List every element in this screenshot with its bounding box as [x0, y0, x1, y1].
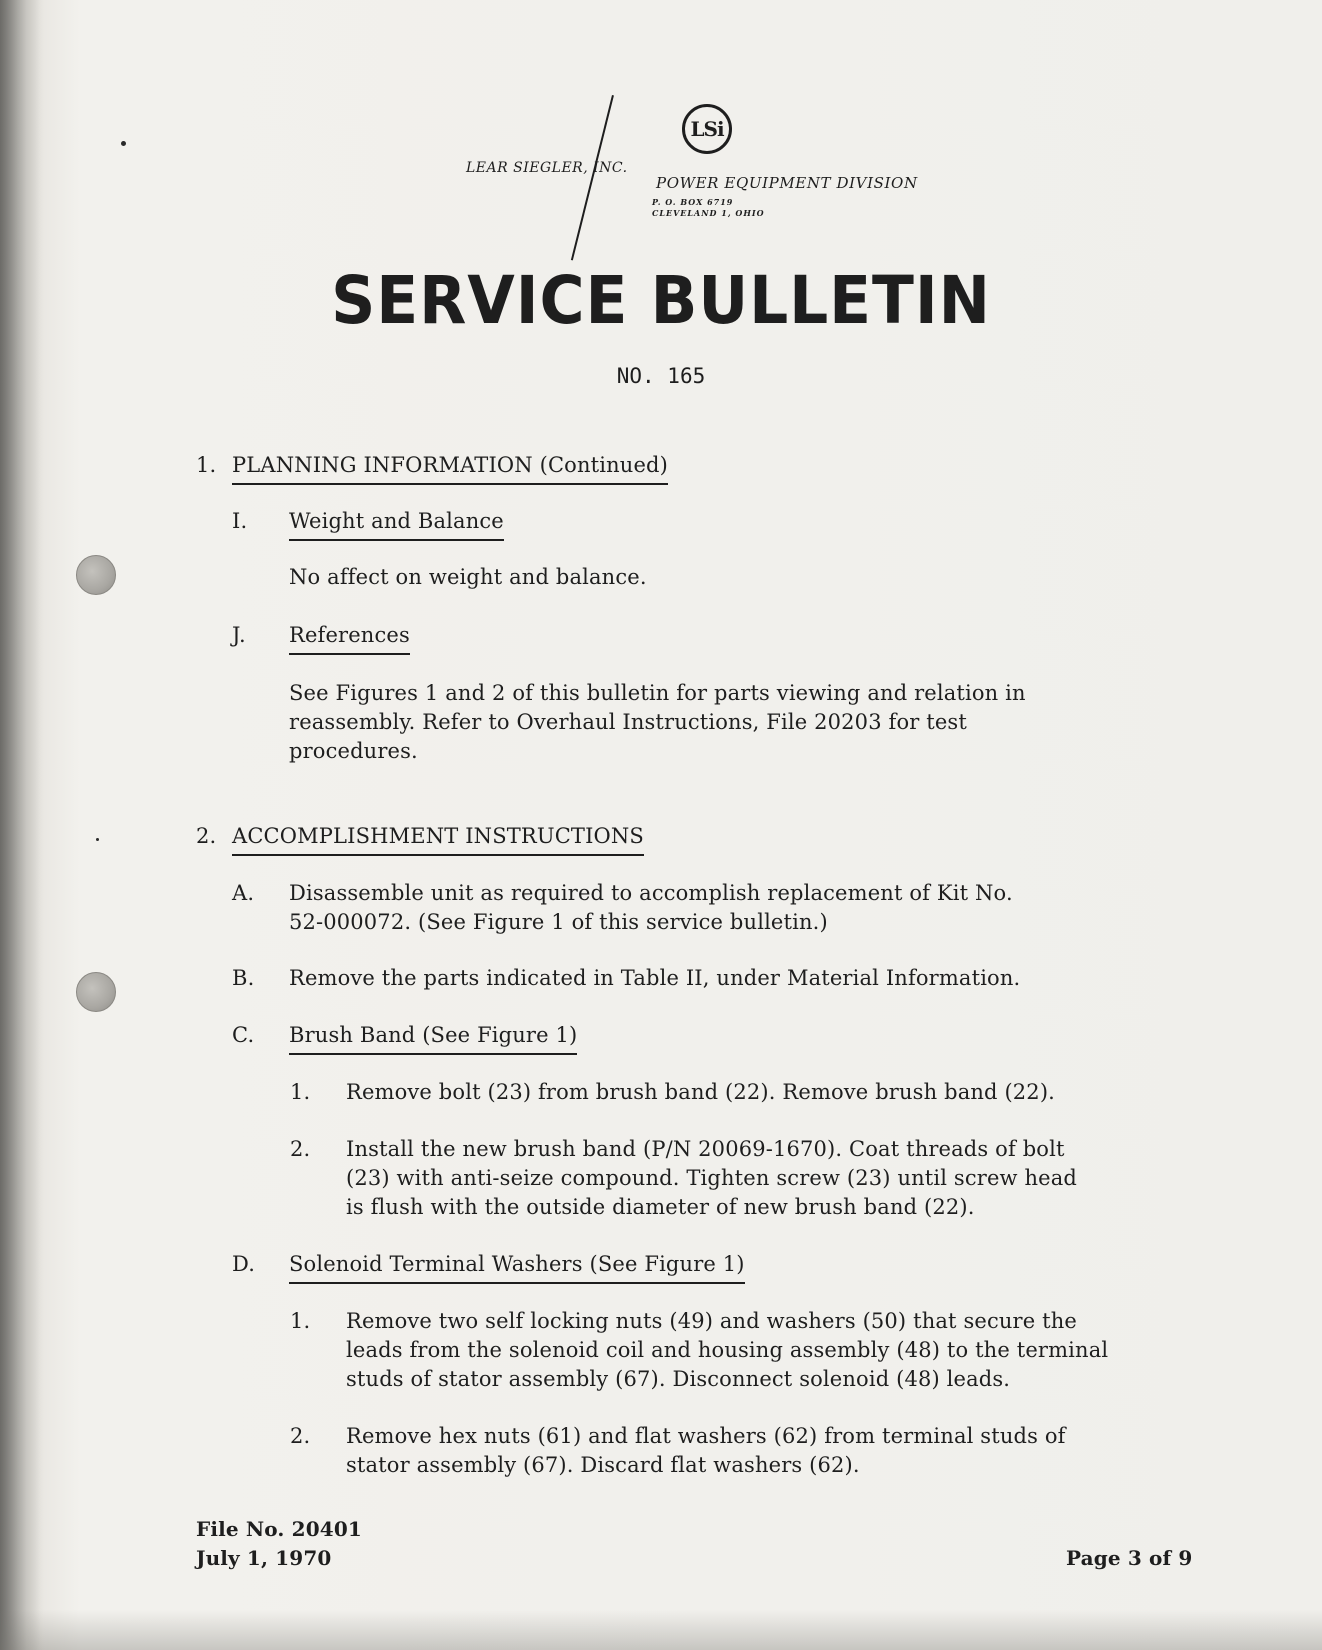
step-number: 2.	[290, 1137, 311, 1161]
item-text: reassembly. Refer to Overhaul Instructions, File 20203 for test	[289, 710, 967, 734]
item-letter: I.	[232, 509, 248, 533]
issue-date: July 1, 1970	[196, 1546, 332, 1570]
item-heading: Brush Band (See Figure 1)	[289, 1021, 577, 1055]
page-title: SERVICE BULLETIN	[331, 262, 991, 339]
item-text: 52-000072. (See Figure 1 of this service bulletin.)	[289, 910, 828, 934]
step-text: is flush with the outside diameter of new brush band (22).	[346, 1195, 975, 1219]
step-number: 1.	[290, 1080, 311, 1104]
item-heading: Weight and Balance	[289, 507, 504, 541]
ink-speck	[121, 141, 126, 146]
letterhead-divider	[571, 95, 614, 260]
ink-speck	[96, 838, 99, 841]
section-number: 2.	[196, 824, 217, 848]
binding-edge-shadow	[0, 0, 44, 1650]
item-heading: References	[289, 621, 410, 655]
step-text: Remove hex nuts (61) and flat washers (62) from terminal studs of	[346, 1424, 1066, 1448]
section-number: 1.	[196, 453, 217, 477]
section-heading: ACCOMPLISHMENT INSTRUCTIONS	[232, 822, 644, 856]
item-letter: B.	[232, 966, 255, 990]
company-logo	[682, 104, 732, 154]
step-text: (23) with anti-seize compound. Tighten screw (23) until screw head	[346, 1166, 1078, 1190]
step-text: Remove two self locking nuts (49) and washers (50) that secure the	[346, 1309, 1077, 1333]
step-number: 2.	[290, 1424, 311, 1448]
address-line: CLEVELAND 1, OHIO	[652, 208, 765, 218]
step-text: leads from the solenoid coil and housing assembly (48) to the terminal	[346, 1338, 1109, 1362]
step-text: stator assembly (67). Discard flat washers (62).	[346, 1453, 860, 1477]
logo-text: LSi	[690, 117, 724, 141]
company-name: LEAR SIEGLER, INC.	[466, 160, 628, 176]
item-text: Disassemble unit as required to accomplish replacement of Kit No.	[289, 881, 1013, 905]
item-heading: Solenoid Terminal Washers (See Figure 1)	[289, 1250, 745, 1284]
address-line: P. O. BOX 6719	[652, 197, 734, 207]
step-number: 1.	[290, 1309, 311, 1333]
step-text: studs of stator assembly (67). Disconnect solenoid (48) leads.	[346, 1367, 1011, 1391]
item-letter: D.	[232, 1252, 256, 1276]
bottom-edge-shadow	[0, 1610, 1322, 1650]
company-address	[652, 197, 765, 219]
page-number: Page 3 of 9	[1066, 1546, 1193, 1570]
step-text: Install the new brush band (P/N 20069-1670). Coat threads of bolt	[346, 1137, 1065, 1161]
item-text: See Figures 1 and 2 of this bulletin for parts viewing and relation in	[289, 681, 1026, 705]
division-name: POWER EQUIPMENT DIVISION	[656, 174, 918, 192]
item-text: Remove the parts indicated in Table II, under Material Information.	[289, 966, 1021, 990]
item-letter: C.	[232, 1023, 255, 1047]
step-text: Remove bolt (23) from brush band (22). Remove brush band (22).	[346, 1080, 1055, 1104]
file-number: File No. 20401	[196, 1517, 362, 1541]
item-letter: J.	[232, 623, 246, 647]
item-text: procedures.	[289, 739, 418, 763]
bulletin-number: NO. 165	[616, 364, 706, 388]
section-heading: PLANNING INFORMATION (Continued)	[232, 451, 668, 485]
item-text: No affect on weight and balance.	[289, 565, 647, 589]
item-letter: A.	[232, 881, 255, 905]
punch-hole-icon	[76, 972, 116, 1012]
punch-hole-icon	[76, 555, 116, 595]
